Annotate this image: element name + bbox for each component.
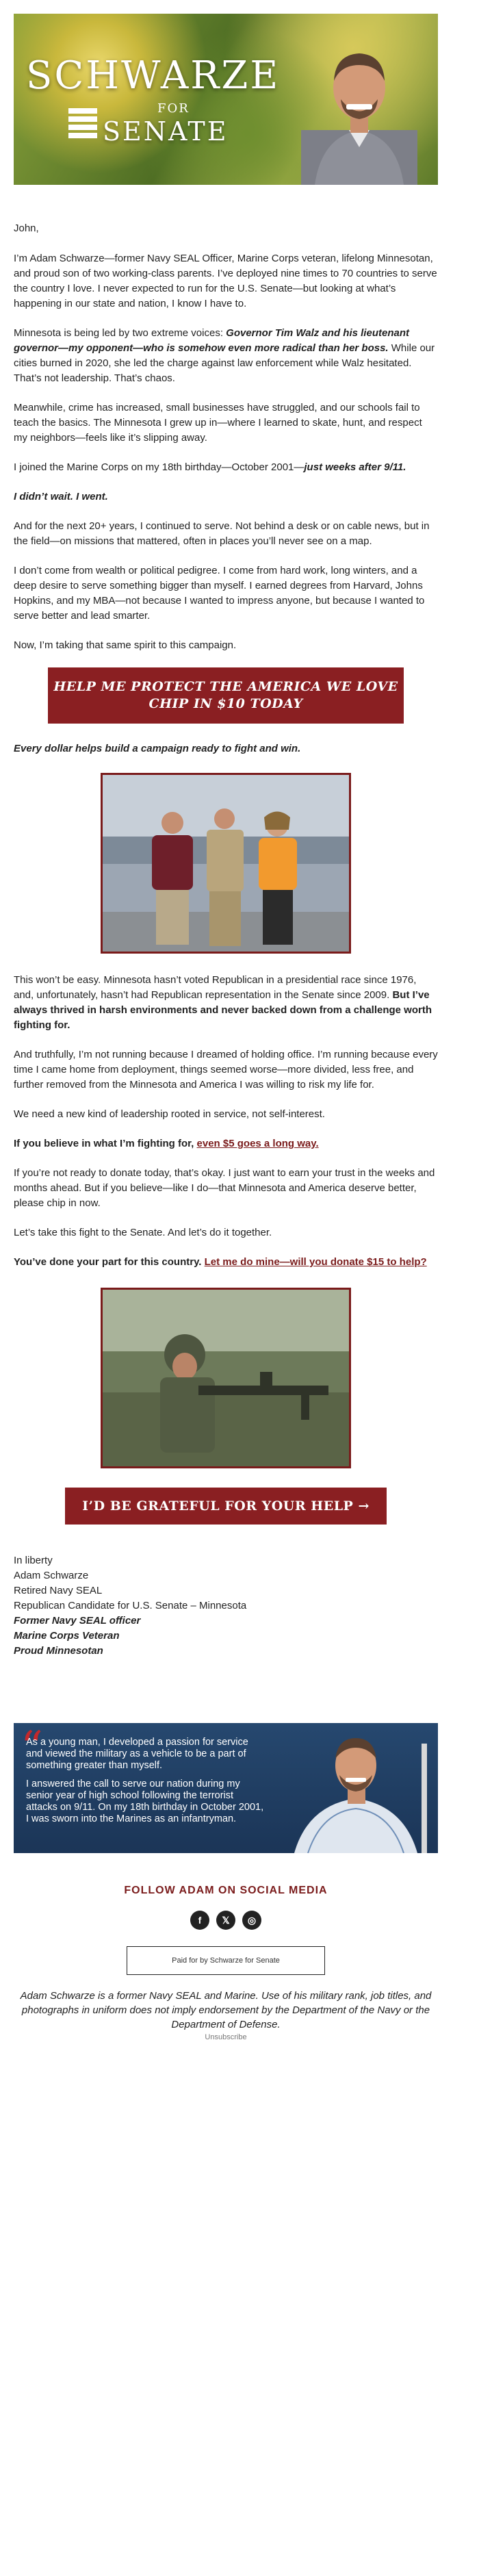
donate-link-5[interactable]: even $5 goes a long way.: [196, 1138, 319, 1149]
paragraph-intro: I’m Adam Schwarze—former Navy SEAL Officer, Marine Corps veteran, lifelong Minnesotan, and proud son of two working-class parents. I’ve deployed nine times to 70 countries to serve the country I love. I never expected to run for the U.S. Senate—but looking at what’s happening in our state and nation, I know I have to.: [14, 253, 437, 309]
signature: In liberty Adam Schwarze Retired Navy SEAL Republican Candidate for U.S. Senate – Minnesota Former Navy SEAL officer Marine Corps Veteran Proud Minnesotan: [14, 1555, 247, 1657]
paragraph-every-dollar: Every dollar helps build a campaign ready to fight and win.: [14, 743, 301, 754]
donate-link-15[interactable]: Let me do mine—will you donate $15 to help?: [204, 1256, 427, 1268]
paragraph-new-leadership: We need a new kind of leadership rooted in service, not self-interest.: [14, 1108, 325, 1120]
paragraph-believe: If you believe in what I’m fighting for, even $5 goes a long way.: [14, 1138, 319, 1149]
military-photo: [101, 1288, 351, 1468]
instagram-icon[interactable]: ◎: [242, 1911, 261, 1930]
paragraph-not-easy: This won’t be easy. Minnesota hasn’t voted Republican in a presidential race since 1976, and, unfortunately, hasn’t had Republican representation in the Senate since 2009. But I’ve always thrived in harsh environments and never backed down from a challenge worth fighting for.: [14, 974, 432, 1031]
header-for: FOR: [157, 101, 190, 116]
email-body: [14, 14, 438, 2041]
candidate-banner-portrait: [281, 1723, 438, 1853]
header-banner: [14, 14, 438, 185]
paragraph-truthfully: And truthfully, I’m not running because I dreamed of holding office. I’m running because every time I came home from deployment, things seemed worse—more divided, less free, and further removed from the Minnesota and America I was willing to risk my life for.: [14, 1049, 438, 1091]
candidate-portrait: [301, 27, 417, 185]
emphasis-walz: Governor Tim Walz and his lieutenant governor—my opponent—who is somehow even more radical than her boss.: [14, 327, 409, 354]
x-twitter-icon[interactable]: 𝕏: [216, 1911, 235, 1930]
flag-icon: [68, 108, 97, 148]
paid-for-box: Paid for by Schwarze for Senate: [127, 1946, 325, 1975]
paragraph-not-ready: If you’re not ready to donate today, that’s okay. I just want to earn your trust in the weeks and months ahead. But if you believe—like I do—that Minnesota and America deserve better, please chip in now.: [14, 1167, 435, 1209]
quote-banner: [14, 1723, 438, 1853]
header-title: SCHWARZE: [26, 53, 281, 98]
paragraph-didnt-wait: I didn’t wait. I went.: [14, 491, 108, 502]
disclaimer: Adam Schwarze is a former Navy SEAL and Marine. Use of his military rank, job titles, and photographs in uniform does not imply endorsement by the Department of the Navy or the Department of Defense.: [20, 1990, 432, 2030]
salutation: John,: [14, 222, 39, 234]
paragraph-your-part: You’ve done your part for this country. Let me do mine—will you donate $15 to help?: [14, 1256, 427, 1268]
quote-text: As a young man, I developed a passion for service and viewed the military as a vehicle to be a part of something greater than myself. I answered the call to serve our nation during my senior year of high school following the terrorist attacks on 9/11. On my 18th birthday in October 2001, I was sworn into the Marines as an infantryman.: [26, 1737, 264, 1824]
paragraph-together: Let’s take this fight to the Senate. And let’s do it together.: [14, 1227, 272, 1238]
donate-button-grateful[interactable]: I’D BE GRATEFUL FOR YOUR HELP →: [65, 1488, 387, 1525]
paragraph-campaign: Now, I’m taking that same spirit to this campaign.: [14, 639, 237, 651]
facebook-icon[interactable]: f: [190, 1911, 209, 1930]
social-links: [14, 1911, 438, 1930]
follow-heading: FOLLOW ADAM ON SOCIAL MEDIA: [124, 1885, 328, 1896]
family-photo: [101, 773, 351, 954]
quote-mark-icon: “: [21, 1723, 43, 1773]
paragraph-service: And for the next 20+ years, I continued to serve. Not behind a desk or on cable news, but in the field—on missions that mattered, often in places you’ll never see on a map.: [14, 520, 430, 547]
donate-button-10[interactable]: HELP ME PROTECT THE AMERICA WE LOVE CHIP IN $10 TODAY: [48, 667, 404, 724]
paragraph-leadership: Minnesota is being led by two extreme voices: Governor Tim Walz and his lieutenant governor—my opponent—who is somehow even more radical than her boss. While our cities burned in 2020, she led the charge against law enforcement while Walz hesitated. That’s not leadership. That’s chaos.: [14, 327, 435, 384]
unsubscribe-link[interactable]: Unsubscribe: [205, 2033, 247, 2041]
paragraph-background: I don’t come from wealth or political pedigree. I come from hard work, long winters, and a deep desire to serve something bigger than myself. I earned degrees from Harvard, Johns Hopkins, and my MBA—not because I wanted to impress anyone, but because I wanted to serve better and lead smarter.: [14, 565, 425, 622]
paragraph-joined: I joined the Marine Corps on my 18th birthday—October 2001—just weeks after 9/11.: [14, 461, 406, 473]
header-senate: SENATE: [103, 116, 229, 146]
paragraph-crime: Meanwhile, crime has increased, small businesses have struggled, and our schools fail to teach the basics. The Minnesota I grew up in—where I learned to skate, hunt, and respect my neighbors—feels like it’s slipping away.: [14, 402, 422, 444]
